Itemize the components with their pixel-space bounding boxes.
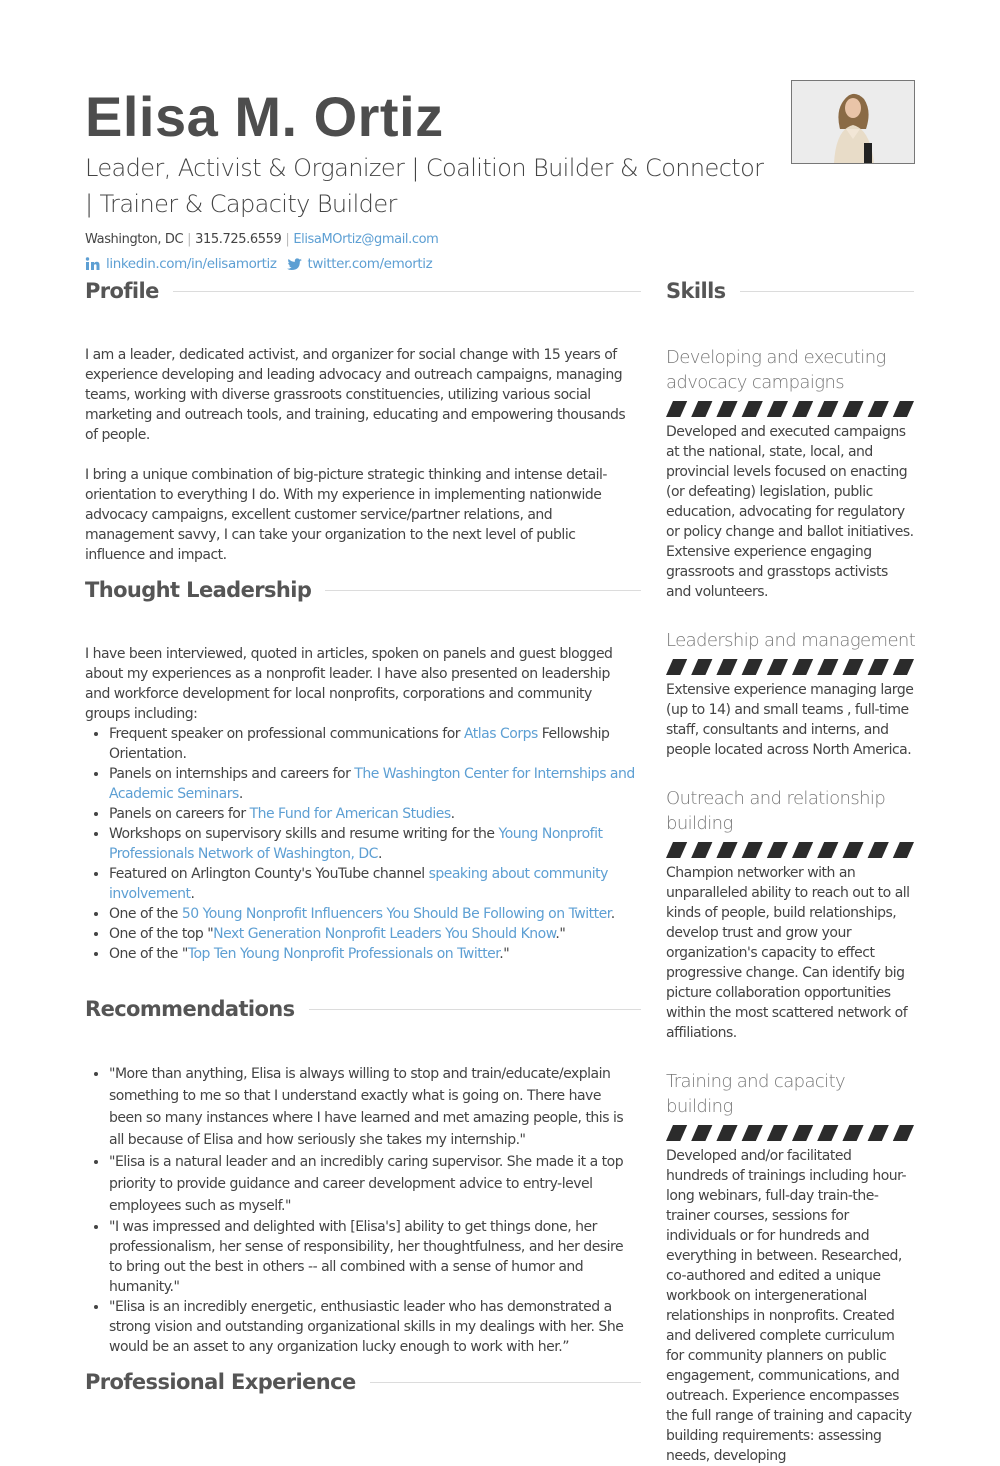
profile-paragraph-1: I am a leader, dedicated activist, and organizer for social change with 15 years of experience developing and leading advocacy and outreach campaigns, managing teams, working with diverse grassroots constituencies, utilizing various social marketing and outreach tools, and training, educating and empowering thousands of people.	[85, 347, 626, 443]
fund-american-studies-link[interactable]: The Fund for American Studies	[249, 806, 451, 822]
thought-leadership-list	[85, 724, 637, 964]
thought-leadership-heading	[85, 578, 641, 602]
skills-heading-text: Skills	[666, 279, 726, 303]
skill-level-segment	[842, 1125, 863, 1141]
linkedin-link[interactable]: linkedin.com/in/elisamortiz	[106, 256, 277, 272]
skill-level-segment	[842, 659, 863, 675]
skill-level-segment	[868, 1125, 889, 1141]
location-text: Washington, DC	[85, 232, 184, 247]
list-item	[109, 904, 637, 924]
skill-level-segment	[691, 842, 712, 858]
skill-level-bar	[666, 842, 914, 858]
profile-photo	[791, 80, 915, 164]
skill-level-segment	[792, 842, 813, 858]
skill-level-bar	[666, 659, 914, 675]
list-item	[109, 804, 637, 824]
list-item	[109, 764, 637, 804]
skills-heading	[666, 279, 914, 303]
skill-level-segment	[817, 401, 838, 417]
candidate-name: Elisa M. Ortiz	[85, 85, 444, 148]
phone-text: 315.725.6559	[195, 232, 282, 247]
skill-level-segment	[868, 659, 889, 675]
linkedin-icon	[85, 257, 100, 271]
thought-leadership-intro: I have been interviewed, quoted in articles, spoken on panels and guest blogged about my experiences as a nonprofit leader. I have also presented on leadership and workforce development for local nonprofits, corporations and community groups including:	[85, 646, 613, 722]
item-text: Workshops on supervisory skills and resume writing for the	[109, 826, 499, 842]
social-links	[85, 255, 442, 273]
skill-level-segment	[767, 842, 788, 858]
skill-level-segment	[716, 659, 737, 675]
recommendation-item: • "More than anything, Elisa is always willing to stop and train/educate/explain something to me so that I understand exactly what is going on. There have been so many instances where I have learned and met amazing people, this is all because of Elisa and how seriously she takes my internship."	[109, 1063, 637, 1151]
skill-description: Champion networker with an unparalleled ability to reach out to all kinds of people, build relationships, develop trust and grow your organization's capacity to effect progressive change. Can identify big picture collaboration opportunities within the most scattered network of affiliations.	[666, 865, 910, 1041]
profile-body	[85, 345, 637, 565]
washington-center-link[interactable]: The Washington Center for Internships and Academic Seminars	[109, 766, 635, 802]
item-text: Panels on internships and careers for	[109, 766, 355, 782]
item-text: ."	[555, 926, 566, 942]
skill-level-segment	[691, 1125, 712, 1141]
list-item	[109, 924, 637, 944]
email-link[interactable]: ElisaMOrtiz@gmail.com	[293, 232, 439, 247]
skill-level-segment	[767, 401, 788, 417]
divider: |	[187, 232, 192, 247]
top-ten-professionals-link[interactable]: Top Ten Young Nonprofit Professionals on Twitter	[187, 946, 500, 962]
heading-rule	[370, 1382, 641, 1383]
skill-advocacy-campaigns	[666, 345, 916, 602]
skill-title: Training and capacity building	[666, 1071, 846, 1117]
skill-level-segment	[792, 401, 813, 417]
list-item	[109, 944, 637, 964]
atlas-corps-link[interactable]: Atlas Corps	[463, 726, 538, 742]
heading-rule	[309, 1009, 641, 1010]
skill-level-segment	[742, 401, 763, 417]
skill-level-segment	[691, 659, 712, 675]
community-involvement-link[interactable]: speaking about community involvement	[109, 866, 608, 902]
twitter-item[interactable]	[287, 255, 433, 273]
item-text: Frequent speaker on professional communications for	[109, 726, 464, 742]
skill-title: Outreach and relationship building	[666, 788, 886, 834]
skill-level-segment	[742, 659, 763, 675]
ynpn-dc-link[interactable]: Young Nonprofit Professionals Network of Washington, DC	[109, 826, 603, 862]
skill-level-segment	[893, 401, 914, 417]
skill-title: Developing and executing advocacy campaigns	[666, 347, 886, 393]
profile-photo-image	[792, 81, 914, 163]
skill-training-capacity	[666, 1069, 916, 1466]
contact-line	[85, 231, 438, 249]
recommendations-body	[85, 1063, 637, 1357]
skill-level-segment	[691, 401, 712, 417]
skill-level-segment	[842, 401, 863, 417]
heading-rule	[740, 291, 914, 292]
skill-level-segment	[842, 842, 863, 858]
item-text: .	[610, 906, 615, 922]
linkedin-item[interactable]	[85, 255, 277, 273]
item-text: Panels on careers for	[109, 806, 250, 822]
skill-level-segment	[742, 1125, 763, 1141]
skill-level-segment	[767, 659, 788, 675]
skill-level-segment	[792, 659, 813, 675]
skill-level-segment	[817, 1125, 838, 1141]
skill-level-segment	[716, 401, 737, 417]
skill-description: Developed and executed campaigns at the national, state, local, and provincial levels focused on enacting (or defeating) legislation, public education, advocating for regulatory or policy change and ballot initiatives. Extensive experience engaging grassroots and grasstops activists and volunteers.	[666, 424, 914, 600]
item-text: ."	[499, 946, 510, 962]
experience-heading	[85, 1370, 641, 1394]
profile-heading	[85, 279, 641, 303]
skill-level-segment	[792, 1125, 813, 1141]
skill-level-segment	[666, 842, 687, 858]
experience-heading-text: Professional Experience	[85, 1370, 356, 1394]
skill-level-bar	[666, 1125, 914, 1141]
list-item	[109, 724, 637, 764]
skill-level-segment	[666, 401, 687, 417]
list-item	[109, 824, 637, 864]
skill-level-segment	[767, 1125, 788, 1141]
skill-level-segment	[666, 659, 687, 675]
recommendations-list	[85, 1063, 637, 1357]
item-text: Featured on Arlington County's YouTube channel	[109, 866, 429, 882]
skill-level-segment	[893, 659, 914, 675]
skill-title: Leadership and management	[666, 630, 916, 651]
skill-leadership-management	[666, 628, 916, 760]
item-text: One of the top "	[109, 926, 214, 942]
recommendation-item: • "I was impressed and delighted with [Elisa's] ability to get things done, her professionalism, her sense of responsibility, her thoughtfulness, and her desire to bring out the best in others -- all combined with a sense of humor and humanity."	[109, 1217, 637, 1297]
list-item	[109, 864, 637, 904]
skill-outreach-relationship	[666, 786, 916, 1043]
heading-rule	[325, 590, 641, 591]
skill-level-segment	[868, 401, 889, 417]
skill-level-segment	[716, 1125, 737, 1141]
divider: |	[285, 232, 290, 247]
recommendations-heading	[85, 997, 641, 1021]
item-text: .	[238, 786, 243, 802]
twitter-icon	[287, 258, 302, 271]
item-text: One of the	[109, 906, 182, 922]
profile-paragraph-2: I bring a unique combination of big-picture strategic thinking and intense detail-orientation to everything I do. With my experience in implementing nationwide advocacy campaigns, excellent customer service/partner relations, and management savvy, I can take your organization to the next level of public influence and impact.	[85, 467, 607, 563]
twitter-link[interactable]: twitter.com/emortiz	[307, 256, 433, 272]
skill-description: Developed and/or facilitated hundreds of trainings including hour-long webinars, full-day train-the-trainer courses, sessions for individuals or for hundreds and everything in between. Researched, co-authored and edited a unique workbook on intergenerational relationships in nonprofits. Created and delivered complete curriculum for community planners on public engagement, communications, and outreach. Experience encompasses the full range of training and capacity building requirements: assessing needs, developing	[666, 1148, 912, 1464]
skill-level-bar	[666, 401, 914, 417]
skill-level-segment	[893, 842, 914, 858]
recommendations-heading-text: Recommendations	[85, 997, 295, 1021]
profile-heading-text: Profile	[85, 279, 159, 303]
item-text: .	[377, 846, 382, 862]
recommendation-item: • "Elisa is an incredibly energetic, enthusiastic leader who has demonstrated a strong vision and outstanding organizational skills in my dealings with her. She would be an asset to any organization lucky enough to work with her.”	[109, 1297, 637, 1357]
thought-leadership-heading-text: Thought Leadership	[85, 578, 312, 602]
skill-level-segment	[716, 842, 737, 858]
item-text: .	[190, 886, 195, 902]
item-text: One of the "	[109, 946, 188, 962]
skill-level-segment	[742, 842, 763, 858]
skill-level-segment	[893, 1125, 914, 1141]
candidate-tagline: Leader, Activist & Organizer | Coalition Builder & Connector | Trainer & Capacity Builder	[85, 154, 764, 218]
skill-level-segment	[817, 659, 838, 675]
influencers-twitter-link[interactable]: 50 Young Nonprofit Influencers You Should Be Following on Twitter	[181, 906, 611, 922]
next-generation-leaders-link[interactable]: Next Generation Nonprofit Leaders You Should Know	[213, 926, 556, 942]
item-text: Fellowship Orientation.	[109, 726, 610, 762]
heading-rule	[173, 291, 641, 292]
skill-level-segment	[868, 842, 889, 858]
skill-level-segment	[666, 1125, 687, 1141]
item-text: .	[450, 806, 455, 822]
recommendation-item: • "Elisa is a natural leader and an incredibly caring supervisor. She made it a top priority to provide guidance and career development advice to entry-level employees such as myself."	[109, 1151, 637, 1217]
skill-level-segment	[817, 842, 838, 858]
skill-description: Extensive experience managing large (up to 14) and small teams , full-time staff, consultants and interns, and people located across North America.	[666, 682, 914, 758]
thought-leadership-body	[85, 644, 637, 964]
